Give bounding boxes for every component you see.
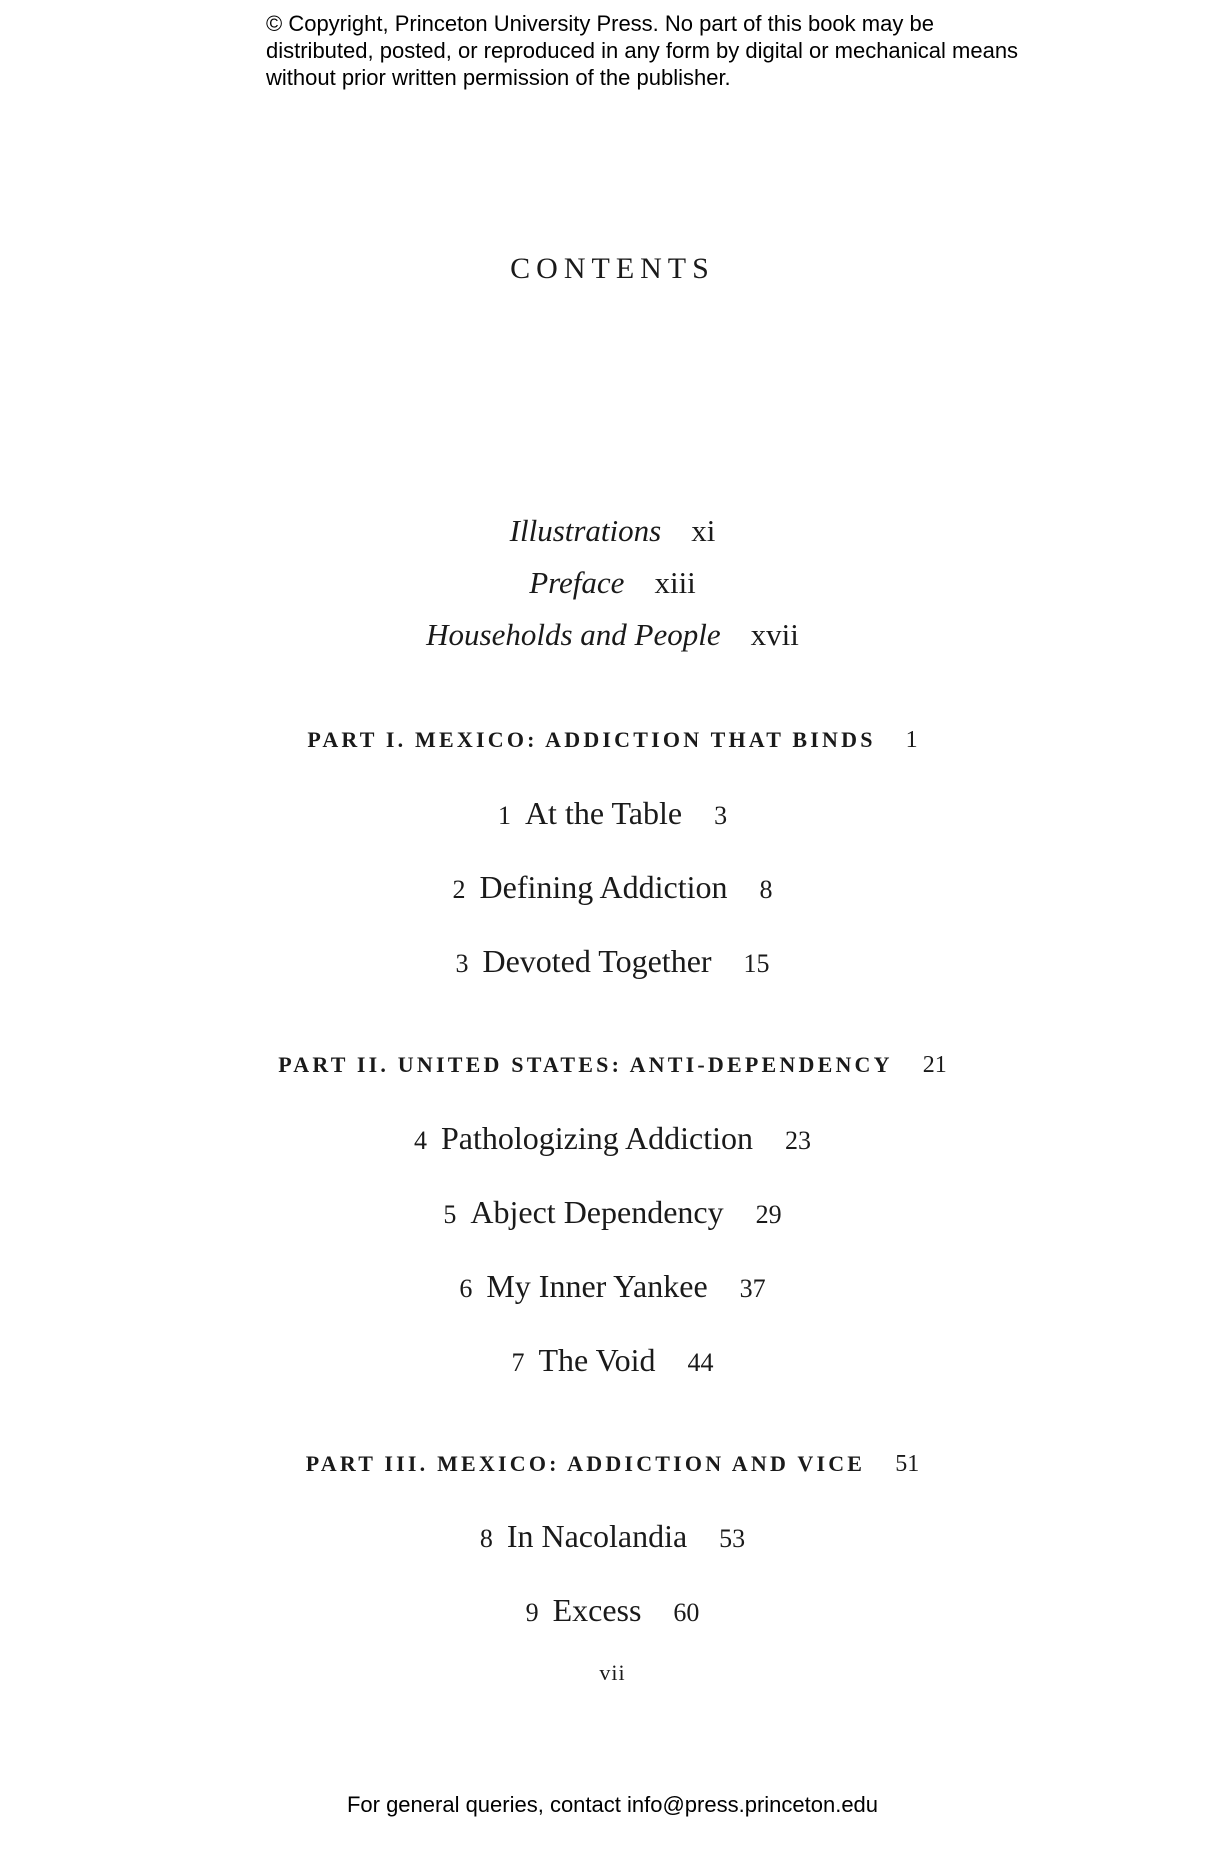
toc-part-page: 21	[922, 1052, 947, 1078]
toc-part-2[interactable]	[0, 1052, 1225, 1079]
toc-chapter-number: 3	[455, 949, 469, 978]
toc-chapter-title: Abject Dependency	[470, 1194, 724, 1230]
toc-chapter-8[interactable]	[0, 1518, 1225, 1555]
toc-chapter-title: Defining Addiction	[479, 869, 728, 905]
toc-chapter-page: 15	[743, 949, 770, 978]
toc-entry-label: Preface	[529, 565, 625, 600]
toc-entry-page: xvii	[750, 617, 799, 652]
footer-contact: For general queries, contact info@press.princeton.edu	[346, 1792, 879, 1817]
toc-part-title: PART I. MEXICO: ADDICTION THAT BINDS	[307, 727, 876, 752]
toc-part-title: PART III. MEXICO: ADDICTION AND VICE	[305, 1451, 866, 1476]
toc-chapter-number: 4	[414, 1126, 427, 1155]
toc-chapter-number: 7	[511, 1348, 525, 1377]
toc-part-page: 1	[905, 727, 918, 753]
toc-chapter-6[interactable]	[0, 1268, 1225, 1305]
toc-entry-label: Illustrations	[509, 513, 662, 548]
toc-chapter-4[interactable]	[0, 1120, 1225, 1157]
toc-part-1[interactable]	[0, 727, 1225, 754]
toc-chapter-page: 53	[719, 1524, 746, 1553]
toc-chapter-number: 9	[525, 1598, 539, 1627]
toc-chapter-number: 2	[452, 875, 466, 904]
toc-entry-page: xiii	[654, 565, 696, 600]
toc-chapter-number: 8	[479, 1524, 493, 1553]
toc-part-3[interactable]	[0, 1451, 1225, 1478]
toc-entry-households[interactable]	[0, 617, 1225, 653]
toc-chapter-title: In Nacolandia	[506, 1518, 688, 1554]
toc-entry-label: Households and People	[426, 617, 721, 652]
contents-heading: CONTENTS	[510, 252, 715, 285]
toc-chapter-5[interactable]	[0, 1194, 1225, 1231]
toc-chapter-number: 5	[443, 1200, 457, 1229]
toc-chapter-page: 29	[755, 1200, 782, 1229]
toc-chapter-title: The Void	[538, 1342, 656, 1378]
copyright-notice: © Copyright, Princeton University Press. No part of this book may be distributed, posted, or reproduced in any form by digital or mechanical means without prior written permission of the publisher.	[266, 11, 1019, 90]
toc-entry-preface[interactable]	[0, 565, 1225, 601]
toc-chapter-title: Excess	[552, 1592, 642, 1628]
toc-chapter-title: Devoted Together	[482, 943, 712, 979]
toc-chapter-number: 1	[497, 801, 511, 830]
toc-part-page: 51	[895, 1451, 920, 1477]
toc-part-title: PART II. UNITED STATES: ANTI-DEPENDENCY	[278, 1052, 893, 1077]
toc-chapter-1[interactable]	[0, 795, 1225, 832]
toc-chapter-2[interactable]	[0, 869, 1225, 906]
toc-chapter-page: 44	[687, 1348, 714, 1377]
toc-entry-page: xi	[691, 513, 716, 548]
toc-entry-illustrations[interactable]	[0, 513, 1225, 549]
toc-chapter-page: 3	[714, 801, 728, 830]
toc-chapter-page: 8	[759, 875, 773, 904]
page-number: vii	[599, 1660, 626, 1685]
toc-chapter-title: My Inner Yankee	[486, 1268, 708, 1304]
toc-chapter-page: 60	[673, 1598, 700, 1627]
toc-chapter-title: Pathologizing Addiction	[441, 1120, 753, 1156]
toc-chapter-3[interactable]	[0, 943, 1225, 980]
toc-chapter-9[interactable]	[0, 1592, 1225, 1629]
toc-chapter-title: At the Table	[524, 795, 683, 831]
toc-chapter-7[interactable]	[0, 1342, 1225, 1379]
toc-chapter-number: 6	[459, 1274, 473, 1303]
toc-chapter-page: 37	[739, 1274, 766, 1303]
toc-chapter-page: 23	[784, 1126, 811, 1155]
